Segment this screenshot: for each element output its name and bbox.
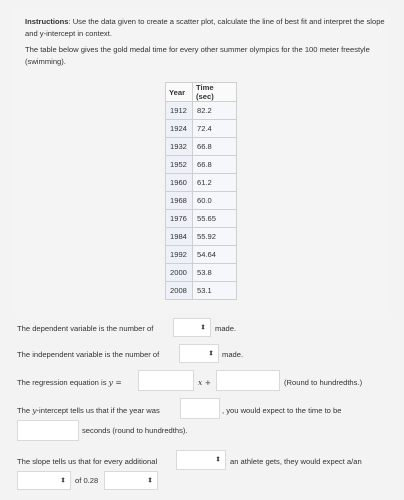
table-header-row: [166, 83, 237, 102]
year-cell: 2008: [166, 282, 193, 300]
q1-after: made.: [215, 324, 237, 333]
time-cell: 66.8: [193, 138, 237, 156]
q1-dependent-select[interactable]: [173, 318, 211, 337]
year-cell: 2000: [166, 264, 193, 282]
slope-input[interactable]: [138, 370, 194, 391]
q2-independent-select[interactable]: [179, 344, 219, 363]
q5-text: The slope tells us that for every additional: [17, 457, 158, 466]
q4-var: y: [32, 406, 37, 415]
table-row: [166, 120, 237, 138]
q1-text: The dependent variable is the number of: [17, 324, 154, 333]
year-input[interactable]: [180, 398, 220, 419]
table-row: [166, 174, 237, 192]
q4-line2: seconds (round to hundredths).: [82, 426, 188, 435]
q4-mid: -intercept tells us that if the year was: [36, 406, 160, 415]
table-row: [166, 102, 237, 120]
q4-before: The: [17, 406, 31, 415]
intercept-input[interactable]: [216, 370, 280, 391]
q5-unit-select[interactable]: [176, 450, 226, 470]
time-cell: 82.2: [193, 102, 237, 120]
time-input[interactable]: [17, 420, 79, 441]
table-row: [166, 282, 237, 300]
q3-lhs: y =: [108, 378, 122, 387]
q4-after: , you would expect to the time to be: [222, 406, 342, 415]
table-row: [166, 156, 237, 174]
time-cell: 55.65: [193, 210, 237, 228]
table-row: [166, 264, 237, 282]
table-row: [166, 210, 237, 228]
year-cell: 1968: [166, 192, 193, 210]
select-arrow-icon: ⬍: [200, 324, 206, 331]
time-cell: 60.0: [193, 192, 237, 210]
column-header-time: Time (sec): [193, 83, 237, 102]
table-row: [166, 138, 237, 156]
table-row: [166, 228, 237, 246]
q3-mid: x +: [198, 378, 212, 387]
year-cell: 1932: [166, 138, 193, 156]
column-header-year: Year: [166, 83, 193, 102]
q4-text: [17, 406, 160, 415]
year-cell: 1976: [166, 210, 193, 228]
time-cell: 66.8: [193, 156, 237, 174]
time-cell: 54.64: [193, 246, 237, 264]
q5-measure-select[interactable]: [104, 471, 158, 490]
q5-after: an athlete gets, they would expect a/an: [230, 457, 362, 466]
time-cell: 53.8: [193, 264, 237, 282]
instructions: [25, 16, 385, 40]
year-cell: 1924: [166, 120, 193, 138]
q3-after: (Round to hundredths.): [284, 378, 363, 387]
year-cell: 1952: [166, 156, 193, 174]
table-row: [166, 192, 237, 210]
q2-after: made.: [222, 350, 244, 359]
data-table: [165, 82, 237, 300]
instructions-label: Instructions: [25, 17, 69, 26]
q3-text: [17, 378, 122, 387]
q5-of: of 0.28: [75, 476, 99, 485]
time-cell: 72.4: [193, 120, 237, 138]
select-arrow-icon: ⬍: [208, 350, 214, 357]
select-arrow-icon: ⬍: [60, 477, 66, 484]
table-row: [166, 246, 237, 264]
year-cell: 1960: [166, 174, 193, 192]
time-cell: 61.2: [193, 174, 237, 192]
q2-text: The independent variable is the number of: [17, 350, 160, 359]
year-cell: 1992: [166, 246, 193, 264]
year-cell: 1984: [166, 228, 193, 246]
instructions-text: : Use the data given to create a scatter plot, calculate the line of best fit and interpret the slope and y-intercept in context.: [25, 17, 385, 38]
intro-text: The table below gives the gold medal time for every other summer olympics for the 100 meter freestyle (swimming).: [25, 45, 370, 66]
year-cell: 1912: [166, 102, 193, 120]
select-arrow-icon: ⬍: [215, 456, 221, 464]
q3-before: The regression equation is: [17, 378, 107, 387]
select-arrow-icon: ⬍: [147, 477, 153, 484]
q5-change-select[interactable]: [17, 471, 71, 490]
time-cell: 53.1: [193, 282, 237, 300]
time-cell: 55.92: [193, 228, 237, 246]
